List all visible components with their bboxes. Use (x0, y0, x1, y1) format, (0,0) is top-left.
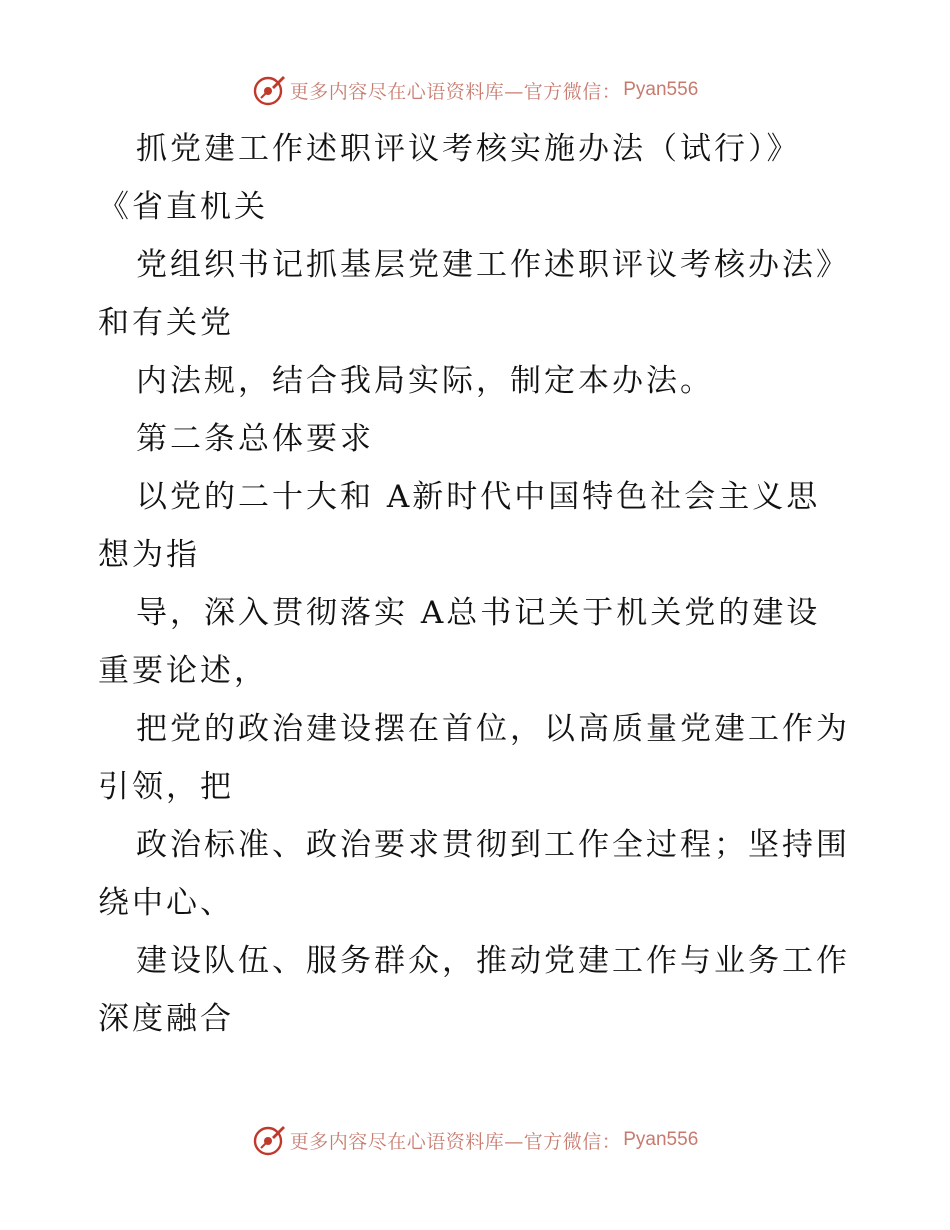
footer-watermark (0, 1120, 950, 1160)
text-line: 导，深入贯彻落实 A总书记关于机关党的建设 (136, 595, 821, 631)
text-line: 引领，把 (98, 769, 234, 805)
watermark-text: 更多内容尽在心语资料库—官方微信： (289, 80, 622, 103)
text-line: 和有关党 (98, 305, 234, 341)
watermark-text: 更多内容尽在心语资料库—官方微信： (289, 1130, 622, 1153)
text-line: 政治标准、政治要求贯彻到工作全过程；坚持围 (136, 827, 850, 863)
text-line: 《省直机关 (98, 189, 268, 225)
text-line: 想为指 (98, 537, 200, 573)
text-line: 重要论述， (98, 653, 268, 689)
header-watermark (0, 70, 950, 110)
text-line: 以党的二十大和 A新时代中国特色社会主义思 (136, 479, 821, 515)
quill-logo-icon (252, 1123, 286, 1157)
text-line: 抓党建工作述职评议考核实施办法（试行）》 (136, 131, 801, 167)
text-line: 深度融合 (98, 1001, 234, 1037)
document-body (98, 120, 858, 1048)
text-line: 党组织书记抓基层党建工作述职评议考核办法》 (136, 247, 850, 283)
text-line: 绕中心、 (98, 885, 234, 921)
text-line: 建设队伍、服务群众，推动党建工作与业务工作 (136, 943, 850, 979)
watermark-contact: Pyan556 (623, 1129, 699, 1150)
text-line: 把党的政治建设摆在首位，以高质量党建工作为 (136, 711, 850, 747)
watermark-contact: Pyan556 (623, 79, 699, 100)
text-line: 内法规，结合我局实际，制定本办法。 (136, 363, 714, 399)
quill-logo-icon (252, 73, 286, 107)
section-heading: 第二条总体要求 (136, 421, 374, 457)
